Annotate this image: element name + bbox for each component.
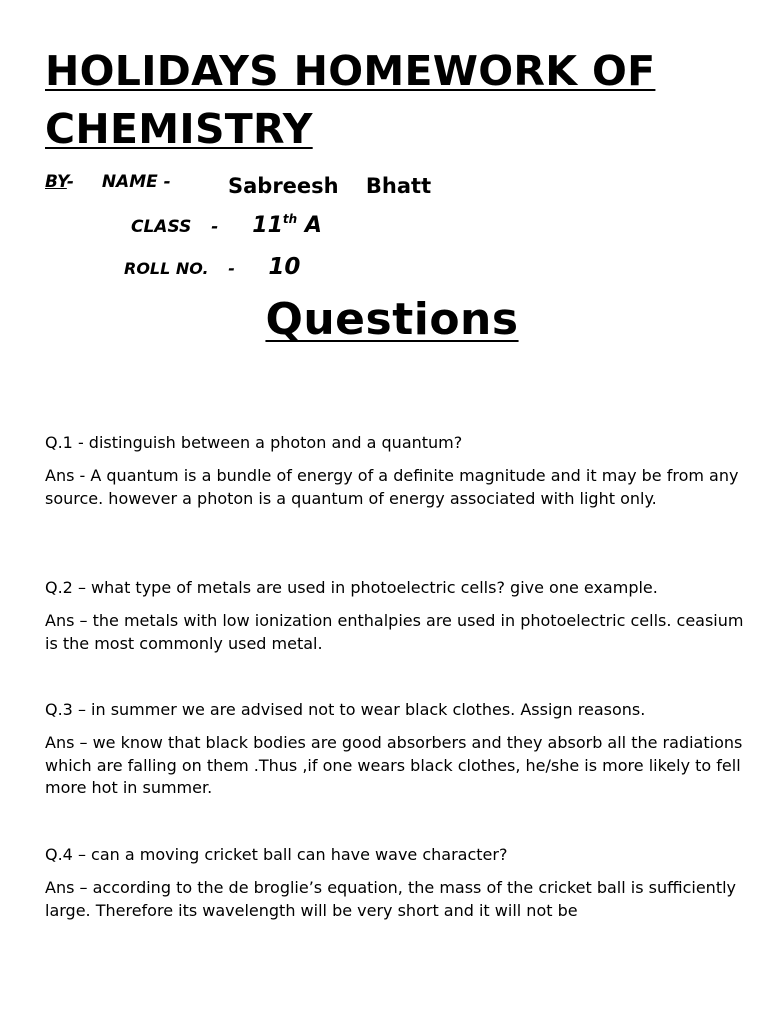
author-line xyxy=(45,172,171,192)
class-line xyxy=(131,212,322,238)
name-label: NAME - xyxy=(101,172,171,192)
roll-separator: - xyxy=(228,259,235,278)
question-2: Q.2 – what type of metals are used in photoelectric cells? give one example. xyxy=(45,578,658,597)
roll-value: 10 xyxy=(268,254,301,280)
class-label: CLASS xyxy=(131,217,192,237)
questions-heading: Questions xyxy=(265,294,519,345)
answer-1: Ans - A quantum is a bundle of energy of a definite magnitude and it may be from any source. however a photon is a quantum of energy associated with light only. xyxy=(45,466,739,508)
roll-line xyxy=(124,254,300,280)
answer-3: Ans – we know that black bodies are good absorbers and they absorb all the radiations which are falling on them .Thus ,if one wears black clothes, he/she is more likely to fell more hot in summer. xyxy=(45,733,743,797)
by-label: BY- xyxy=(45,172,74,192)
question-1: Q.1 - distinguish between a photon and a quantum? xyxy=(45,433,463,452)
question-3: Q.3 – in summer we are advised not to wear black clothes. Assign reasons. xyxy=(45,700,646,719)
page-title: HOLIDAYS HOMEWORK OF CHEMISTRY xyxy=(45,47,656,153)
class-value: 11th A xyxy=(252,212,322,238)
student-name: Sabreesh Bhatt xyxy=(228,174,432,198)
answer-2: Ans – the metals with low ionization enthalpies are used in photoelectric cells. ceasium is the most commonly used metal. xyxy=(45,611,744,653)
answer-4: Ans – according to the de broglie’s equation, the mass of the cricket ball is sufficiently large. Therefore its wavelength will be very short and it will not be xyxy=(45,878,736,920)
roll-label: ROLL NO. xyxy=(124,259,209,278)
question-4: Q.4 – can a moving cricket ball can have wave character? xyxy=(45,845,508,864)
class-separator: - xyxy=(211,217,219,237)
